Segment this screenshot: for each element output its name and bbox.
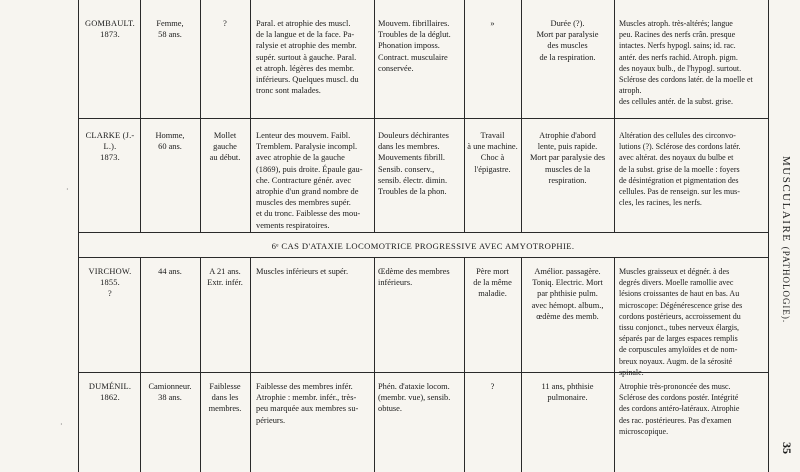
sex-age-cell: Homme, 60 ans. [155, 131, 185, 152]
running-header [770, 60, 792, 420]
symptoms-cell: Paral. et atrophie des muscl. de la langue et de la face. Pa- ralysie et atrophie des membr. supér. surtout à gauche. Paral. et atroph. légères des membr. inférieurs. Quelques muscl. du tronc sont malades. [256, 19, 359, 96]
symptoms-cell: Faiblesse des membres infér. Atrophie : membr. infér., très- peu marquée aux membres su- périeurs. [256, 382, 359, 425]
running-header-subtitle: (PATHOLOGIE). [781, 247, 791, 324]
cause-cell: ? [223, 19, 227, 28]
column-rule [768, 0, 769, 472]
autopsy-cell: Altération des cellules des circonvo- lutions (?). Sclérose des cordons latér. avec altérat. des noyaux du bulbe et de la subst. grise de la moelle : foyers de désintégration et pigmentation des cellules. Pas de renseign. sur les mus- cles, les racines, les nerfs. [619, 131, 741, 208]
print-speck: · [60, 420, 63, 429]
sex-age-cell: 44 ans. [158, 267, 182, 276]
row-rule [78, 257, 768, 258]
running-header-title: MUSCULAIRE [780, 156, 792, 243]
autopsy-cell: Muscles graisseux et dégnér. à des degrés divers. Moelle ramollie avec lésions croissantes de haut en bas. Au microscope: Dégénérescence grise des cordons postérieurs, accroissement du tissu conjonct., tubes nerveux élargis, séparés par de larges espaces remplis de corpuscules amyloïdes et de nom- breux noyaux. Augm. de la sérosité spinale. [619, 267, 743, 377]
other-symptoms-cell: Mouvem. fibrillaires. Troubles de la déglut. Phonation imposs. Contract. musculaire conservée. [378, 19, 451, 73]
antecedents-cell: Travail à une machine. Choc à l'épigastre. [467, 131, 518, 174]
other-symptoms-cell: Œdème des membres inférieurs. [378, 267, 450, 288]
sex-age-cell: Camionneur. 38 ans. [148, 382, 192, 403]
author-cell: GOMBAULT. 1873. [85, 19, 135, 40]
course-cell: Atrophie d'abord lente, puis rapide. Mort par paralysie des muscles de la respiration. [529, 131, 606, 185]
cause-cell: A 21 ans. Extr. infér. [207, 267, 243, 288]
print-speck: · [66, 185, 69, 194]
cause-cell: Faiblesse dans les membres. [208, 382, 242, 414]
author-cell: CLARKE (J.-L.). 1873. [85, 131, 135, 163]
course-cell: Durée (?). Mort par paralysie des muscles de la respiration. [536, 19, 599, 62]
course-cell: Amélior. passagère. Toniq. Electric. Mort par phthisie pulm. avec hémopt. album., œdème des memb. [531, 267, 604, 321]
page-number: 35 [780, 442, 794, 454]
cause-cell: Mollet gauche au début. [209, 131, 241, 163]
sex-age-cell: Femme, 58 ans. [156, 19, 184, 40]
autopsy-cell: Atrophie très-prononcée des musc. Sclérose des cordons postér. Intégrité des cordons antéro-latéraux. Atrophie des rac. postérieures. Pas d'examen microscopique. [619, 382, 740, 436]
other-symptoms-cell: Phén. d'ataxie locom. (membr. vue), sensib. obtuse. [378, 382, 451, 414]
antecedents-cell: ? [490, 382, 495, 391]
author-cell: VIRCHOW. 1855. ? [88, 267, 132, 299]
section-title: 6ᵉ CAS D'ATAXIE LOCOMOTRICE PROGRESSIVE AVEC AMYOTROPHIE. [271, 241, 575, 251]
symptoms-cell: Lenteur des mouvem. Faibl. Tremblem. Paralysie incompl. avec atrophie de la gauche (1869), puis droite. Épaule gau- che. Contracture génér. avec atrophie d'un grand nombre de muscles des membres supér. et du tronc. Faiblesse des mou- vements respiratoires. [256, 131, 363, 230]
symptoms-cell: Muscles inférieurs et supér. [256, 267, 349, 276]
antecedents-cell: » [490, 19, 495, 28]
other-symptoms-cell: Douleurs déchirantes dans les membres. Mouvements fibrill. Sensib. conserv., sensib. électr. dimin. Troubles de la phon. [378, 131, 449, 197]
antecedents-cell: Père mort de la même maladie. [473, 267, 512, 299]
row-rule [78, 118, 768, 119]
author-cell: DUMÉNIL. 1862. [88, 382, 132, 403]
course-cell: 11 ans, phthisie pulmonaire. [541, 382, 594, 403]
autopsy-cell: Muscles atroph. très-altérés; langue peu. Racines des nerfs crân. presque intactes. Nerfs hypogl. sains; id. rac. antér. des nerfs rachid. Atroph. pigm. des noyaux bulb., de l'hypogl. surtout. Sclérose des cordons latér. de la moelle et atroph. des cellules antér. de la subst. grise. [619, 19, 753, 107]
